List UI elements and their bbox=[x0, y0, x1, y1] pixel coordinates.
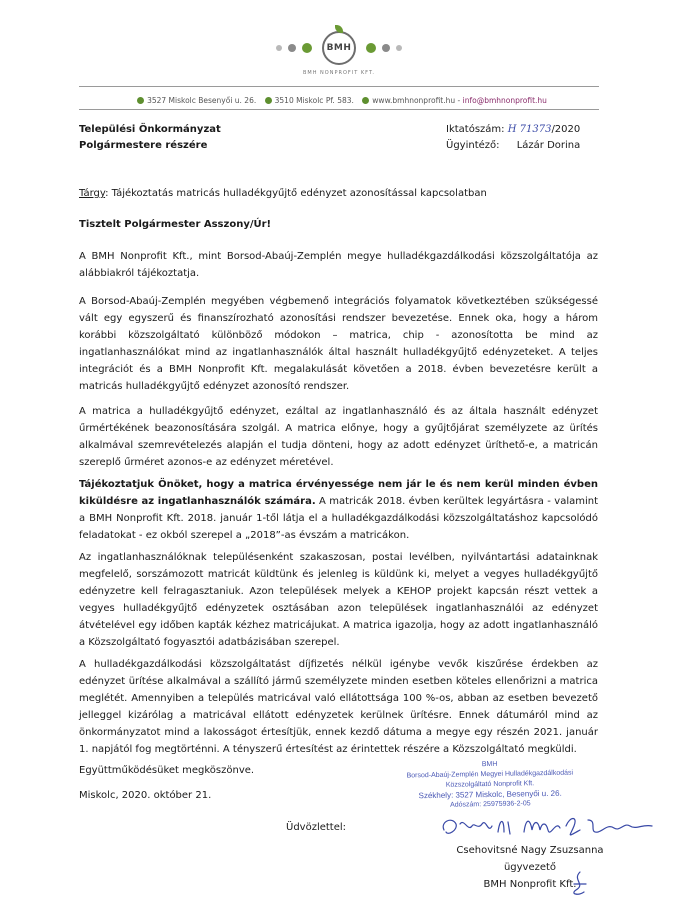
subject-text: : Tájékoztatás matricás hulladékgyűjtő edényzet azonosítással kapcsolatban bbox=[105, 188, 487, 199]
bullet-icon bbox=[137, 97, 144, 104]
bullet-icon bbox=[265, 97, 272, 104]
paragraph: A Borsod-Abaúj-Zemplén megyében végbemenő integrációs folyamatok következtében szükségessé vált egy egyszerű és finanszírozható azonosítási rendszer bevezetése. Ennek oka, hogy a három korábbi közszolgáltató különböző módokon – matrica, chip - azonosította be mind az ingatlanhasználókat mind az ingatlanhasználók által használt hulladékgyűjtő edényzeteket. A teljes integrációt és a BMH Nonprofit Kft. megalakulását követően a 2018. évben bevezetésre került a matricás hulladékgyűjtő edényzet azonosító rendszer. bbox=[79, 296, 598, 392]
reference-number bbox=[446, 122, 580, 138]
recipient-block bbox=[79, 122, 221, 154]
paragraph bbox=[79, 476, 598, 544]
paragraph-emphasis: Tájékoztatjuk Önöket, hogy a matrica érvényessége nem jár le és nem kerül minden évben kiküldésre az ingatlanhasználók számára. bbox=[79, 479, 598, 507]
contact-web-link[interactable]: www.bmhnonprofit.hu bbox=[372, 96, 456, 105]
paragraph: A BMH Nonprofit Kft., mint Borsod-Abaúj-Zemplén megye hulladékgazdálkodási közszolgáltatója az alábbiakról tájékoztatja. bbox=[79, 251, 598, 279]
salutation: Tisztelt Polgármester Asszony/Úr! bbox=[79, 219, 272, 230]
reference-block bbox=[446, 122, 580, 154]
initial-mark bbox=[566, 870, 592, 898]
stamp-line: Közszolgáltató Nonprofit Kft. bbox=[445, 780, 535, 789]
green-dot-icon bbox=[302, 43, 312, 53]
grey-dot-icon bbox=[396, 45, 402, 51]
place-date: Miskolc, 2020. október 21. bbox=[79, 790, 212, 801]
stamp-line: BMH bbox=[481, 760, 498, 769]
signer-title: ügyvezető bbox=[503, 862, 557, 873]
closing-thanks: Együttműködésüket megköszönve. bbox=[79, 765, 255, 776]
contact-po-box: 3510 Miskolc Pf. 583. bbox=[274, 96, 354, 105]
regards: Üdvözlettel: bbox=[286, 822, 347, 833]
handler-label: Ügyintéző: bbox=[446, 140, 500, 151]
reference-handwritten: H 71373 bbox=[507, 124, 552, 135]
signer-block bbox=[430, 842, 630, 893]
logo-text: BMH bbox=[326, 43, 352, 53]
contact-address: 3527 Miskolc Besenyői u. 26. bbox=[147, 96, 257, 105]
contact-line bbox=[0, 96, 678, 105]
grey-dot-icon bbox=[276, 45, 282, 51]
signer-name: Csehovitsné Nagy Zsuzsanna bbox=[456, 845, 604, 856]
reference-suffix: /2020 bbox=[551, 124, 581, 135]
reference-label: Iktatószám: bbox=[446, 124, 505, 135]
divider bbox=[79, 86, 599, 87]
handwritten-signature bbox=[438, 812, 658, 842]
subject-line bbox=[79, 188, 487, 199]
contact-email-link[interactable]: info@bmhnonprofit.hu bbox=[462, 96, 547, 105]
logo-circle bbox=[322, 31, 356, 65]
logo-subtitle: BMH NONPROFIT KFT. bbox=[302, 70, 376, 76]
recipient-line: Települési Önkormányzat bbox=[79, 124, 221, 135]
logo bbox=[0, 30, 678, 66]
subject-label: Tárgy bbox=[79, 188, 106, 199]
stamp-line: Székhely: 3527 Miskolc, Besenyői u. 26. bbox=[418, 788, 562, 801]
paragraph: A matrica a hulladékgyűjtő edényzet, ezáltal az ingatlanhasználó és az általa használt edényzet űrmértékének beazonosítására szolgál. A matrica előnye, hogy a gyűjtőjárat személyzete az ürítés alkalmával szemrevételezés alapján el tudja dönteni, hogy az adott edényzet üríthető-e, a matricán szereplő űrméret azonos-e az edényzet méretével. bbox=[79, 406, 598, 468]
paragraph: Az ingatlanhasználóknak településenként szakaszosan, postai levélben, nyilvántartási adatainknak megfelelő, sorszámozott matricát küldtünk és jelenleg is küldünk ki, melyet a vegyes hulladékgyűjtő edényzetre kell felragasztaniuk. Azon települések melyek a KEHOP projekt kapcsán részt vettek a vegyes hulladékgyűjtő edényzetek osztásában azon települések ingatlanhasználói az edényzet átvételével egy időben kapták kézhez matricájukat. A matrica igazolja, hogy az adott ingatlanhasználó a Közszolgáltató fogyasztói adatbázisában szerepel. bbox=[79, 552, 598, 648]
signer-org: BMH Nonprofit Kft. bbox=[483, 879, 577, 890]
leaf-icon bbox=[335, 25, 343, 33]
green-dot-icon bbox=[366, 43, 376, 53]
paragraph-rest: A matricák 2018. évben kerültek legyártásra - valamint a BMH Nonprofit Kft. 2018. január 1-től látja el a hulladékgazdálkodási közszolgáltatáshoz kapcsolódó feladatokat - ez okból szerepel a „2018”-as évszám a matricákon. bbox=[79, 496, 599, 541]
recipient-line: Polgármestere részére bbox=[79, 140, 208, 151]
company-stamp bbox=[370, 758, 611, 812]
grey-dot-icon bbox=[288, 44, 296, 52]
paragraph: A hulladékgazdálkodási közszolgáltatást díjfizetés nélkül igénybe vevők kiszűrése érdekben az edényzet ürítése alkalmával a szállító jármű személyzete minden esetben köteles ellenőrizni a matrica meglétét. Amennyiben a település matricával való ellátottsága 100 %-os, abban az esetben bevezető jelleggel kizárólag a matricával ellátott edényzetek kerülnek ürítésre. Ennek dátumáról mind az önkormányzatot mind a lakosságot értesítjük, ennek kezdő dátuma a megye egy részén 2021. január 1. napjától fog megtörténni. A tényszerű értesítést az érintettek részére a Közszolgáltató megküldi. bbox=[79, 659, 598, 755]
handler-name: Lázár Dorina bbox=[516, 140, 581, 151]
bullet-icon bbox=[362, 97, 369, 104]
stamp-line: Adószám: 25975936-2-05 bbox=[450, 800, 531, 809]
stamp-line: Borsod-Abaúj-Zemplén Megyei Hulladékgazdálkodási bbox=[406, 769, 574, 780]
contact-separator: - bbox=[455, 96, 463, 105]
grey-dot-icon bbox=[382, 44, 390, 52]
handler bbox=[446, 138, 580, 154]
divider bbox=[79, 109, 599, 110]
